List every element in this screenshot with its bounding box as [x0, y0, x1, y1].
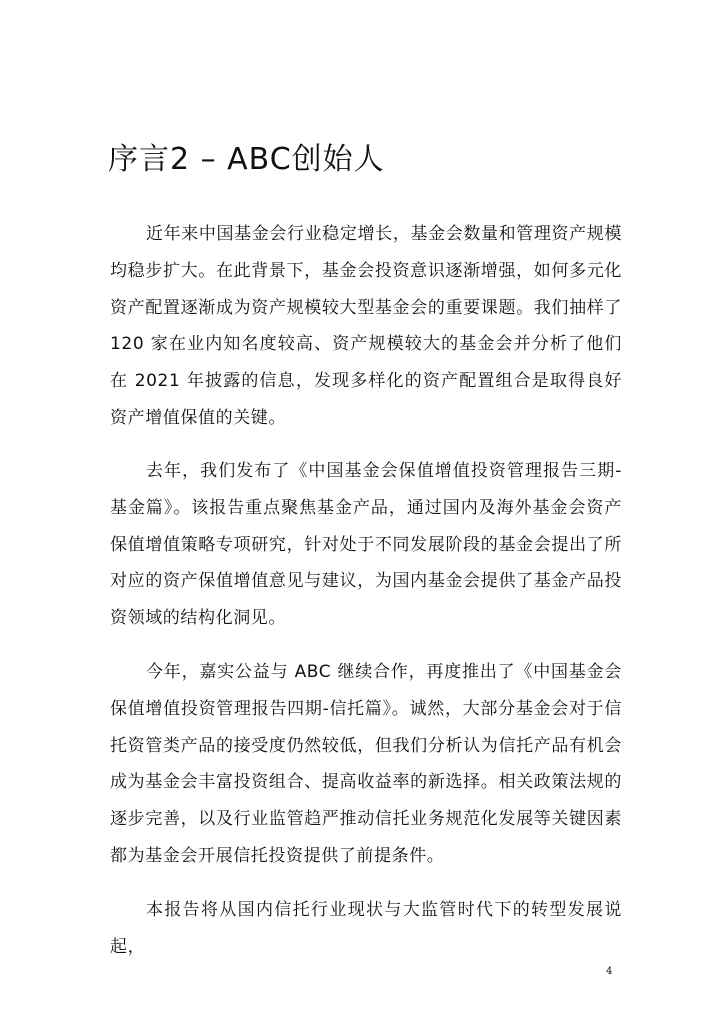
paragraph-2: 去年，我们发布了《中国基金会保值增值投资管理报告三期-基金篇》。该报告重点聚焦基金产品，通过国内及海外基金会资产保值增值策略专项研究，针对处于不同发展阶段的基金会提出了所对应的资产保值增值意见与建议，为国内基金会提供了基金产品投资领域的结构化洞见。 — [110, 461, 622, 629]
paragraph-3: 今年，嘉实公益与 ABC 继续合作，再度推出了《中国基金会保值增值投资管理报告四期-信托篇》。诚然，大部分基金会对于信托资管类产品的接受度仍然较低，但我们分析认为信托产品有机会成为基金会丰富投资组合、提高收益率的新选择。相关政策法规的逐步完善，以及行业监管趋严推动信托业务规范化发展等关键因素都为基金会开展信托投资提供了前提条件。 — [110, 662, 622, 866]
page-number: 4 — [606, 966, 613, 977]
paragraph-1: 近年来中国基金会行业稳定增长，基金会数量和管理资产规模均稳步扩大。在此背景下，基金会投资意识逐渐增强，如何多元化资产配置逐渐成为资产规模较大型基金会的重要课题。我们抽样了 120 家在业内知名度较高、资产规模较大的基金会并分析了他们在 2021 年披露的信息，发现多样化的资产配置组合是取得良好资产增值保值的关键。 — [110, 224, 622, 428]
page-title: 序言2 – ABC创始人 — [108, 142, 385, 177]
paragraph-4: 本报告将从国内信托行业现状与大监管时代下的转型发展说起， — [110, 900, 622, 957]
